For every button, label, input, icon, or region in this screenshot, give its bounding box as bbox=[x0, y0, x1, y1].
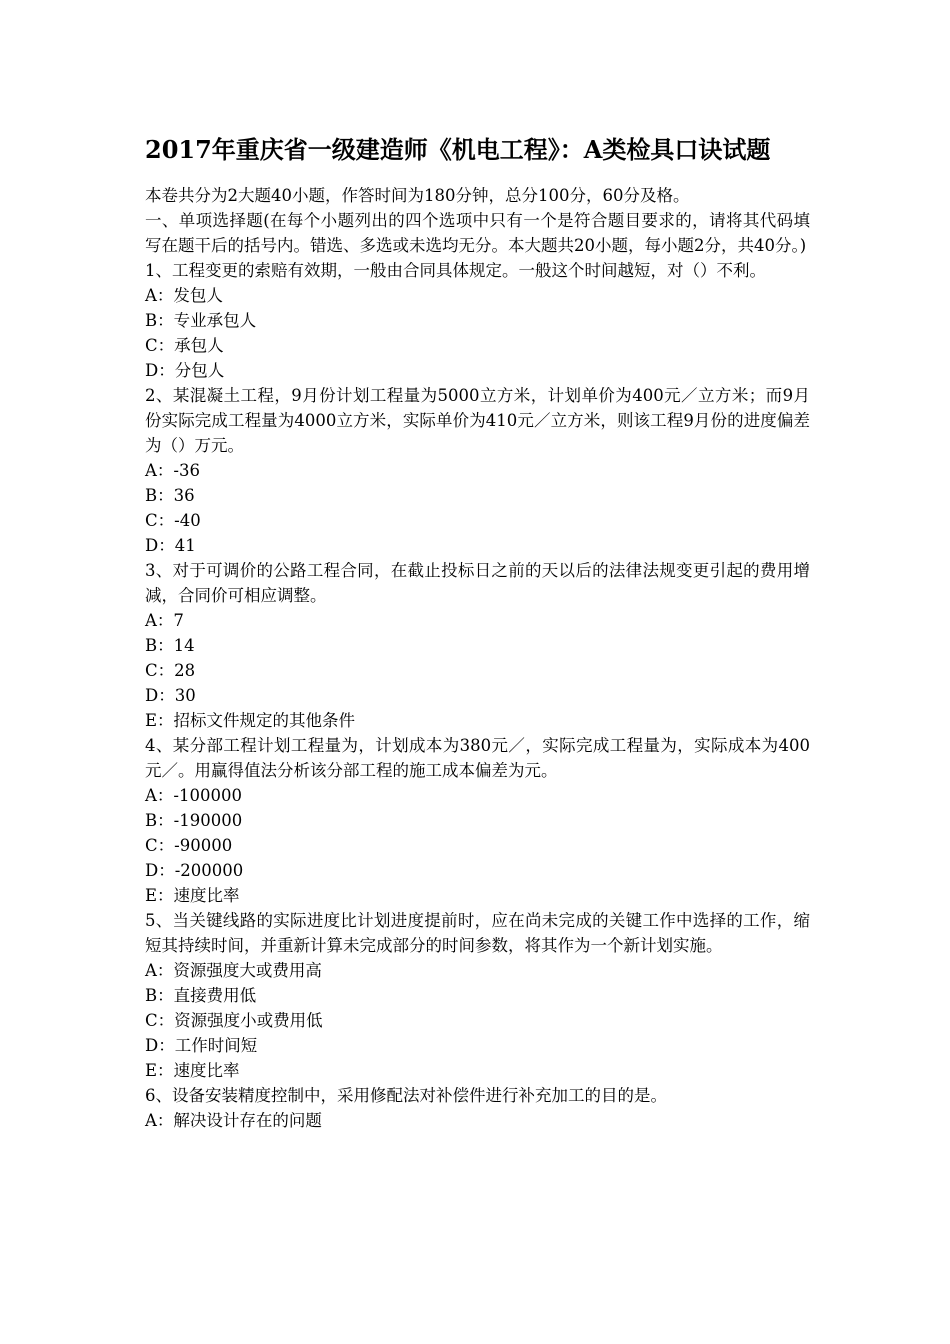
question-4-option-e: E：速度比率 bbox=[145, 886, 240, 905]
question-3-option-c: C：28 bbox=[145, 661, 196, 680]
question-5-option-d: D：工作时间短 bbox=[145, 1036, 258, 1055]
question-2-option-a: A：-36 bbox=[145, 461, 200, 480]
question-5-option-a: A：资源强度大或费用高 bbox=[145, 961, 322, 980]
question-6-stem: 6、设备安装精度控制中，采用修配法对补偿件进行补充加工的目的是。 bbox=[145, 1086, 667, 1105]
question-4-stem: 4、某分部工程计划工程量为，计划成本为380元／，实际完成工程量为，实际成本为400元／。用赢得值法分析该分部工程的施工成本偏差为元。 bbox=[145, 736, 810, 780]
question-2-stem: 2、某混凝土工程，9月份计划工程量为5000立方米，计划单价为400元／立方米；而9月份实际完成工程量为4000立方米，实际单价为410元／立方米，则该工程9月份的进度偏差为（）万元。 bbox=[145, 386, 810, 455]
exam-intro: 本卷共分为2大题40小题，作答时间为180分钟，总分100分，60分及格。 bbox=[145, 186, 690, 205]
document-title: 2017年重庆省一级建造师《机电工程》：A类检具口诀试题 bbox=[145, 135, 771, 164]
document-body bbox=[145, 183, 810, 1133]
question-5-stem: 5、当关键线路的实际进度比计划进度提前时，应在尚未完成的关键工作中选择的工作，缩短其持续时间，并重新计算未完成部分的时间参数，将其作为一个新计划实施。 bbox=[145, 911, 810, 955]
question-1-option-b: B：专业承包人 bbox=[145, 311, 257, 330]
question-3-stem: 3、对于可调价的公路工程合同，在截止投标日之前的天以后的法律法规变更引起的费用增减，合同价可相应调整。 bbox=[145, 561, 810, 605]
question-5-option-b: B：直接费用低 bbox=[145, 986, 257, 1005]
question-3-option-e: E：招标文件规定的其他条件 bbox=[145, 711, 356, 730]
question-2-option-b: B：36 bbox=[145, 486, 195, 505]
question-4-option-c: C：-90000 bbox=[145, 836, 233, 855]
question-4-option-b: B：-190000 bbox=[145, 811, 243, 830]
question-1-option-d: D：分包人 bbox=[145, 361, 225, 380]
question-1-stem: 1、工程变更的索赔有效期，一般由合同具体规定。一般这个时间越短，对（）不利。 bbox=[145, 261, 766, 280]
question-3-option-d: D：30 bbox=[145, 686, 196, 705]
question-1-option-c: C：承包人 bbox=[145, 336, 224, 355]
question-5-option-c: C：资源强度小或费用低 bbox=[145, 1011, 323, 1030]
section-one-instructions: 一、单项选择题(在每个小题列出的四个选项中只有一个是符合题目要求的，请将其代码填写在题干后的括号内。错选、多选或未选均无分。本大题共20小题，每小题2分，共40分。) bbox=[145, 211, 810, 255]
question-3-option-b: B：14 bbox=[145, 636, 195, 655]
question-6-option-a: A：解决设计存在的问题 bbox=[145, 1111, 322, 1130]
question-2-option-c: C：-40 bbox=[145, 511, 201, 530]
question-5-option-e: E：速度比率 bbox=[145, 1061, 240, 1080]
question-4-option-d: D：-200000 bbox=[145, 861, 244, 880]
question-4-option-a: A：-100000 bbox=[145, 786, 242, 805]
question-2-option-d: D：41 bbox=[145, 536, 196, 555]
question-3-option-a: A：7 bbox=[145, 611, 184, 630]
question-1-option-a: A：发包人 bbox=[145, 286, 223, 305]
